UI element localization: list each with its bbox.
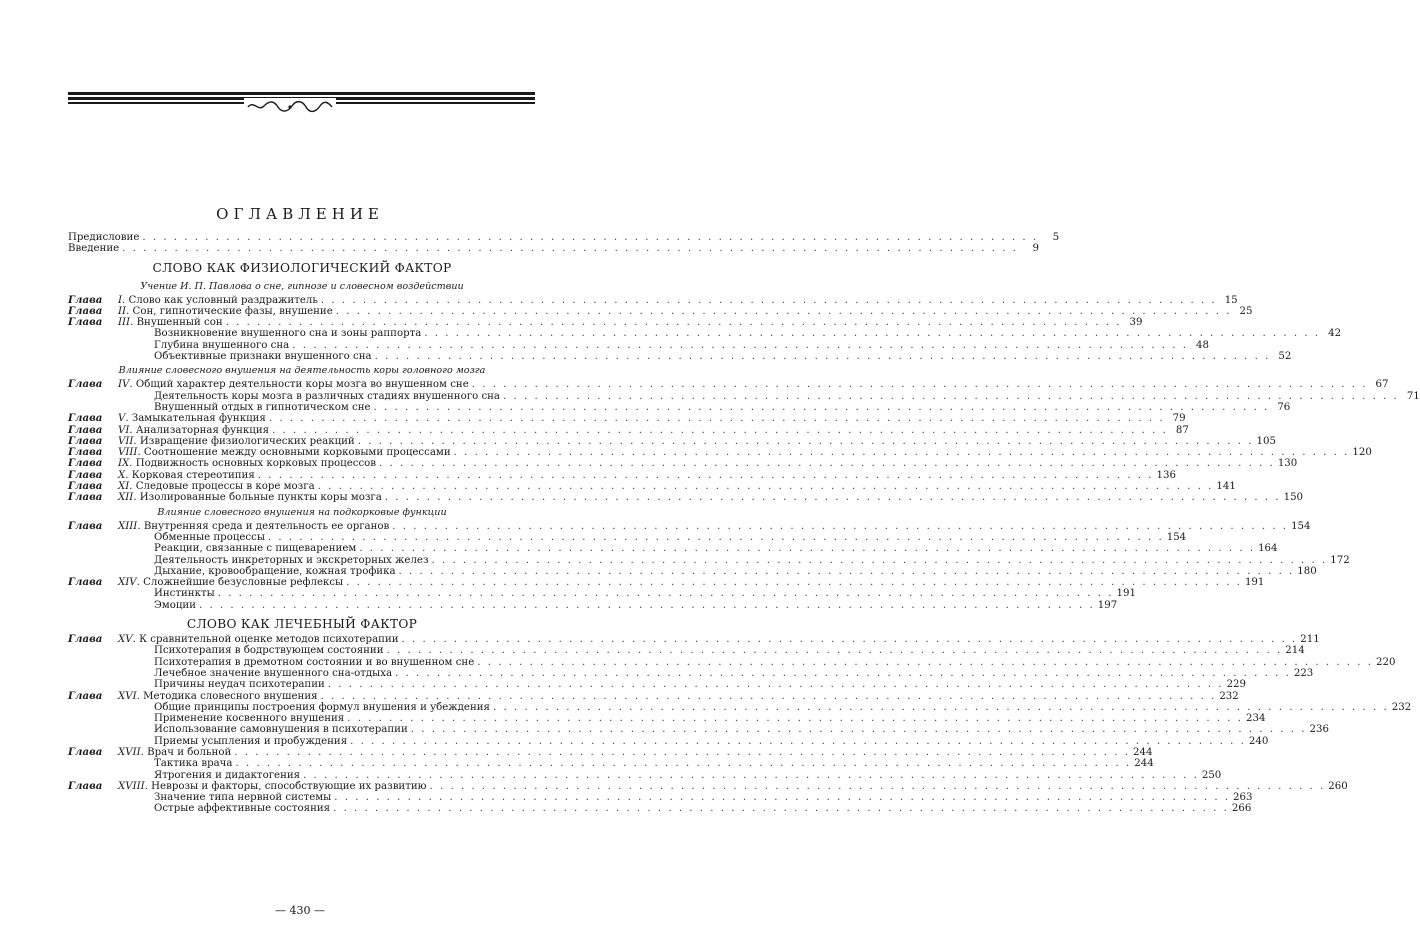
page-ref: 229: [1226, 679, 1247, 691]
chapter-label: Глава: [68, 491, 103, 504]
entry-text: Приемы усыпления и пробуждения: [154, 735, 348, 747]
toc-entry[interactable]: [68, 667, 1314, 679]
page-ref: 250: [1201, 769, 1222, 781]
toc-entry[interactable]: [68, 792, 1253, 804]
entry-text: Подвижность основных корковых процессов: [135, 458, 377, 470]
page-ref: 266: [1231, 803, 1252, 815]
page-ref: 240: [1248, 735, 1269, 747]
chapter-label: Глава: [68, 576, 103, 589]
dot-leader: [122, 243, 1018, 254]
toc-entry[interactable]: [68, 232, 1060, 243]
toc-entry[interactable]: [68, 243, 1039, 255]
dot-leader: [321, 295, 1217, 306]
toc-entry[interactable]: [68, 645, 1305, 657]
entry-text: Причины неудач психотерапии: [154, 679, 325, 691]
page-ref: 52: [1278, 351, 1292, 363]
entry-title: [154, 532, 265, 543]
ornament-icon: [244, 98, 336, 114]
dot-leader: [347, 713, 1243, 724]
toc-entry[interactable]: [68, 304, 1253, 317]
dot-leader: [395, 668, 1291, 679]
dot-leader: [350, 736, 1246, 747]
page-ref: 39: [1129, 317, 1143, 329]
entry-text: Внутренняя среда и деятельность ее органов: [143, 520, 390, 532]
page-ref: 154: [1291, 520, 1311, 532]
page-ref: 244: [1133, 746, 1153, 758]
entry-text: Обменные процессы: [154, 531, 265, 543]
chapter-label: Глава: [68, 446, 103, 459]
page-ref: 15: [1224, 294, 1238, 306]
dot-leader: [272, 425, 1168, 436]
dot-leader: [292, 340, 1188, 351]
dot-leader: [454, 447, 1350, 458]
entry-text: Значение типа нервной системы: [154, 792, 332, 804]
dot-leader: [424, 328, 1320, 339]
toc-entry[interactable]: [68, 401, 1291, 413]
section-subtitle: Влияние словесного внушения на деятельность коры головного мозга: [118, 365, 486, 377]
dot-leader: [333, 803, 1229, 814]
toc-entry[interactable]: [68, 745, 1153, 758]
toc-entry[interactable]: [68, 565, 1317, 577]
chapter-number: X: [118, 469, 126, 481]
page-ref: 79: [1172, 413, 1186, 425]
entry-title: Введение: [68, 243, 120, 255]
toc-entry[interactable]: [68, 434, 1276, 447]
toc-entry[interactable]: [68, 779, 1348, 792]
chapter-label: Глава: [68, 423, 103, 436]
page-ref: 71: [1406, 390, 1420, 402]
chapter-label: Глава: [68, 468, 103, 481]
entry-title: [154, 657, 474, 668]
page-ref: 67: [1375, 379, 1389, 391]
page-ref: 5: [1052, 232, 1060, 243]
dot-leader: [142, 232, 1038, 243]
toc-entry[interactable]: [68, 656, 1396, 668]
entry-title: I. Слово как условный раздражитель: [118, 294, 318, 306]
toc-entry[interactable]: [68, 339, 1210, 351]
dot-leader: [399, 566, 1295, 577]
entry-text: Общий характер деятельности коры мозга во внушенном сне: [135, 379, 469, 391]
entry-text: Объективные признаки внушенного сна: [154, 351, 372, 363]
entry-text: Лечебное значение внушенного сна-отдыха: [154, 667, 393, 679]
dot-leader: [375, 351, 1271, 362]
chapter-number: IV: [118, 379, 130, 391]
chapter-number: XIII: [118, 520, 138, 532]
entry-text: Сложнейшие безусловные рефлексы: [143, 577, 344, 589]
toc-entry[interactable]: [68, 316, 1143, 329]
entry-title: XIV. Сложнейшие безусловные рефлексы: [118, 577, 344, 589]
entry-text: Психотерапия в дремотном состоянии и во внушенном сне: [154, 656, 475, 668]
toc-entry[interactable]: [68, 701, 1412, 713]
dot-leader: [374, 402, 1270, 413]
toc-entry[interactable]: [68, 543, 1278, 555]
entry-text: Соотношение между основными корковыми процессами: [143, 447, 451, 459]
entry-title: [154, 803, 330, 814]
dot-leader: [493, 702, 1389, 713]
dot-leader: [379, 458, 1275, 469]
entry-title: XVII. Врач и больной: [118, 746, 232, 758]
entry-text: Слово как условный раздражитель: [128, 294, 318, 306]
chapter-number: V: [118, 413, 126, 425]
toc-entry[interactable]: [68, 724, 1329, 736]
page-ref: 141: [1216, 481, 1236, 493]
toc-entry[interactable]: [68, 803, 1252, 815]
entry-text: Неврозы и факторы, способствующие их развитию: [151, 780, 427, 792]
entry-title: [154, 600, 196, 611]
entry-title: [154, 668, 392, 679]
page-ref: 234: [1246, 713, 1266, 725]
chapter-label: Глава: [68, 689, 103, 702]
page-ref: 164: [1258, 543, 1278, 555]
page-ref: 211: [1300, 634, 1320, 646]
dot-leader: [336, 306, 1232, 317]
entry-title: [154, 588, 215, 599]
chapter-label: Глава: [68, 434, 103, 447]
dot-leader: [268, 532, 1164, 543]
page-number: — 430 —: [275, 904, 325, 917]
dot-leader: [430, 781, 1326, 792]
toc-entry[interactable]: [68, 689, 1239, 702]
entry-text: Извращение физиологических реакций: [139, 435, 355, 447]
entry-text: Психотерапия в бодрствующем состоянии: [154, 645, 384, 657]
dot-leader: [477, 657, 1373, 668]
chapter-number: IX: [118, 458, 130, 470]
entry-title: XVIII. Неврозы и факторы, способствующие их развитию: [118, 780, 427, 792]
page-ref: 130: [1277, 458, 1298, 470]
page-ref: 197: [1097, 599, 1118, 611]
toc-entry[interactable]: [68, 423, 1189, 436]
entry-text: Врач и больной: [147, 746, 232, 758]
entry-text: Изолированные больные пункты коры мозга: [139, 492, 382, 504]
entry-title: [154, 340, 289, 351]
entry-title: [154, 792, 331, 803]
toc-entry[interactable]: [68, 412, 1186, 425]
dot-leader: [234, 747, 1130, 758]
entry-title: VI. Анализаторная функция: [118, 424, 270, 436]
dot-leader: [269, 413, 1165, 424]
page-ref: 232: [1391, 701, 1412, 713]
page-ref: 154: [1166, 531, 1187, 543]
entry-text: Реакции, связанные с пищеварением: [154, 543, 357, 555]
chapter-label: Глава: [68, 378, 103, 391]
entry-text: Деятельность инкреторных и экскреторных желез: [154, 554, 429, 566]
chapter-label: Глава: [68, 304, 103, 317]
entry-title: XV. К сравнительной оценке методов психотерапии: [118, 634, 399, 646]
toc-entry[interactable]: [68, 588, 1136, 600]
page-ref: 214: [1285, 645, 1305, 657]
chapter-number: VI: [118, 424, 130, 436]
entry-text: Применение косвенного внушения: [154, 713, 345, 725]
dot-leader: [411, 724, 1307, 735]
toc-entry[interactable]: [68, 293, 1238, 306]
page-ref: 244: [1134, 758, 1154, 770]
dot-leader: [472, 379, 1368, 390]
entry-text: Деятельность коры мозга в различных стадиях внушенного сна: [154, 390, 501, 402]
dot-leader: [392, 521, 1288, 532]
page-ref: 191: [1244, 577, 1265, 589]
entry-text: Внушенный отдых в гипнотическом сне: [154, 401, 371, 413]
toc-entry[interactable]: [68, 599, 1118, 611]
rule-line: [68, 92, 535, 95]
entry-title: [154, 679, 325, 690]
entry-text: Эмоции: [154, 599, 196, 611]
entry-text: К сравнительной оценке методов психотерапии: [139, 634, 399, 646]
entry-title: [154, 543, 356, 554]
entry-text: Дыхание, кровообращение, кожная трофика: [154, 565, 396, 577]
entry-title: XII. Изолированные больные пункты коры мозга: [118, 492, 382, 504]
entry-title: II. Сон, гипнотические фазы, внушение: [118, 305, 333, 317]
entry-text: Тактика врача: [154, 758, 233, 770]
entry-title: [154, 702, 490, 713]
entry-title: [154, 555, 429, 566]
page-ref: 9: [1032, 243, 1039, 255]
entry-text: Анализаторная функция: [135, 424, 270, 436]
chapter-label: Глава: [68, 633, 103, 646]
entry-title: Предисловие: [68, 232, 140, 243]
chapter-number: XVIII: [118, 780, 145, 792]
entry-text: Корковая стереотипия: [131, 469, 255, 481]
chapter-label: Глава: [68, 457, 103, 470]
entry-text: Методика словесного внушения: [143, 690, 318, 702]
entry-text: Замыкательная функция: [131, 413, 266, 425]
chapter-number: XV: [118, 634, 133, 646]
dot-leader: [334, 792, 1230, 803]
chapter-label: Глава: [68, 480, 103, 493]
chapter-number: VIII: [118, 447, 138, 459]
toc-entry[interactable]: [68, 390, 1420, 402]
entry-title: VII. Извращение физиологических реакций: [118, 435, 355, 447]
chapter-label: Глава: [68, 412, 103, 425]
part-heading: СЛОВО КАК ФИЗИОЛОГИЧЕСКИЙ ФАКТОР: [152, 260, 452, 275]
entry-title: X. Корковая стереотипия: [118, 469, 255, 481]
chapter-number: XI: [118, 481, 130, 493]
dot-leader: [218, 588, 1114, 599]
dot-leader: [199, 600, 1095, 611]
entry-title: [154, 402, 371, 413]
entry-text: Внушенный сон: [136, 317, 223, 329]
dot-leader: [346, 577, 1242, 588]
page-ref: 120: [1352, 447, 1372, 459]
dot-leader: [402, 634, 1298, 645]
entry-text: Глубина внушенного сна: [154, 339, 290, 351]
chapter-number: III: [118, 317, 131, 329]
entry-title: [154, 736, 347, 747]
toc-entry[interactable]: [68, 328, 1342, 340]
toc-entry[interactable]: [68, 468, 1176, 481]
dot-leader: [235, 758, 1131, 769]
toc-entry[interactable]: [68, 446, 1372, 459]
entry-title: [154, 724, 408, 735]
entry-text: Использование самовнушения в психотерапии: [154, 724, 408, 736]
dot-leader: [321, 691, 1217, 702]
toc-entry[interactable]: [68, 480, 1236, 493]
page-ref: 180: [1297, 565, 1317, 577]
page-ref: 105: [1256, 435, 1276, 447]
entry-text: Ятрогения и дидактогения: [154, 769, 301, 781]
chapter-number: XVII: [118, 746, 141, 758]
toc-entry[interactable]: [68, 491, 1304, 504]
entry-title: [154, 713, 344, 724]
entry-text: Общие принципы построения формул внушения и убеждения: [154, 701, 490, 713]
dot-leader: [328, 679, 1224, 690]
toc-entry[interactable]: [68, 679, 1247, 691]
chapter-number: XVI: [118, 690, 137, 702]
entry-text: Острые аффективные состояния: [154, 803, 331, 815]
chapter-label: Глава: [68, 519, 103, 532]
chapter-number: XII: [118, 492, 134, 504]
toc-entry[interactable]: [68, 519, 1311, 532]
toc-entry[interactable]: [68, 531, 1187, 543]
page-ref: 48: [1196, 339, 1210, 351]
dot-leader: [387, 645, 1283, 656]
entry-title: [154, 391, 500, 402]
toc-entry[interactable]: [68, 735, 1269, 747]
page-ref: 25: [1239, 305, 1253, 317]
toc-entry[interactable]: [68, 713, 1266, 725]
section-subtitle: Влияние словесного внушения на подкорковые функции: [157, 506, 447, 518]
page-ref: 236: [1309, 724, 1329, 736]
entry-title: IV. Общий характер деятельности коры мозга во внушенном сне: [118, 379, 469, 391]
entry-title: XIII. Внутренняя среда и деятельность ее органов: [118, 520, 390, 532]
entry-title: III. Внушенный сон: [118, 317, 223, 329]
dot-leader: [303, 770, 1199, 781]
chapter-number: I: [118, 294, 123, 306]
chapter-label: Глава: [68, 745, 103, 758]
entry-text: Следовые процессы в коре мозга: [135, 481, 315, 493]
dot-leader: [258, 470, 1154, 481]
page-ref: 136: [1156, 469, 1176, 481]
section-subtitle: Учение И. П. Павлова о сне, гипнозе и словесном воздействии: [140, 280, 464, 292]
entry-title: [154, 770, 300, 781]
toc-entry[interactable]: [68, 457, 1298, 470]
entry-title: XVI. Методика словесного внушения: [118, 690, 318, 702]
dot-leader: [385, 492, 1281, 503]
table-of-contents: [68, 232, 1420, 815]
page-ref: 220: [1376, 656, 1396, 668]
page-ref: 260: [1328, 780, 1348, 792]
page-ref: 263: [1233, 792, 1253, 804]
page-ref: 87: [1175, 424, 1189, 436]
page-ref: 150: [1283, 492, 1304, 504]
chapter-number: II: [118, 305, 127, 317]
chapter-number: VII: [118, 435, 134, 447]
chapter-label: Глава: [68, 779, 103, 792]
entry-title: VIII. Соотношение между основными корковыми процессами: [118, 447, 451, 459]
page-ref: 76: [1277, 401, 1291, 413]
toc-entry[interactable]: [68, 769, 1222, 781]
page-ref: 42: [1328, 328, 1342, 340]
toc-entry[interactable]: [68, 554, 1350, 566]
entry-text: Сон, гипнотические фазы, внушение: [132, 305, 333, 317]
entry-text: Инстинкты: [154, 588, 215, 600]
page-ref: 172: [1330, 554, 1350, 566]
dot-leader: [503, 391, 1399, 402]
toc-entry[interactable]: [68, 576, 1265, 589]
dot-leader: [432, 555, 1328, 566]
page-ref: 223: [1293, 667, 1314, 679]
chapter-number: XIV: [118, 577, 137, 589]
toc-entry[interactable]: [68, 633, 1320, 646]
toc-entry[interactable]: [68, 378, 1389, 391]
entry-title: XI. Следовые процессы в коре мозга: [118, 481, 315, 493]
dot-leader: [318, 481, 1214, 492]
dot-leader: [226, 317, 1122, 328]
entry-title: [154, 645, 384, 656]
dot-leader: [359, 543, 1255, 554]
chapter-label: Глава: [68, 316, 103, 329]
entry-title: [154, 758, 232, 769]
entry-title: [154, 351, 372, 362]
toc-entry[interactable]: [68, 351, 1292, 363]
entry-title: V. Замыкательная функция: [118, 413, 266, 425]
entry-title: [154, 566, 396, 577]
toc-entry[interactable]: [68, 758, 1154, 770]
entry-text: Возникновение внушенного сна и зоны раппорта: [154, 328, 422, 340]
entry-title: IX. Подвижность основных корковых процессов: [118, 458, 377, 470]
chapter-label: Глава: [68, 293, 103, 306]
entry-title: [154, 328, 421, 339]
page-ref: 232: [1219, 690, 1239, 702]
part-heading: СЛОВО КАК ЛЕЧЕБНЫЙ ФАКТОР: [186, 617, 418, 632]
dot-leader: [358, 436, 1254, 447]
page-title: ОГЛАВЛЕНИЕ: [216, 205, 384, 223]
page-ref: 191: [1116, 588, 1136, 600]
